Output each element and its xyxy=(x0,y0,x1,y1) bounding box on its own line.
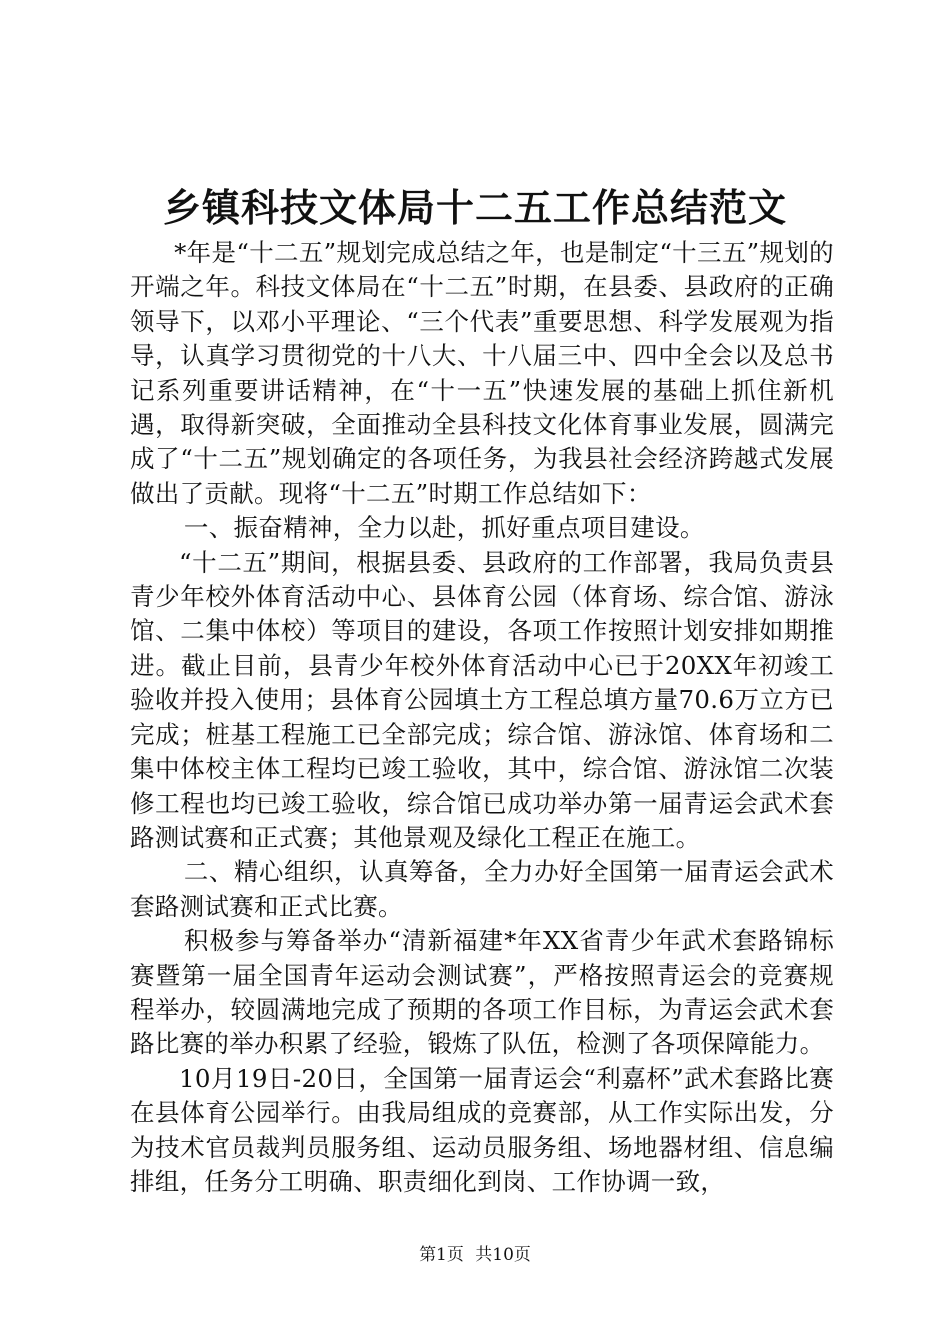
section-heading-1: 一、振奋精神，全力以赴，抓好重点项目建设。 xyxy=(183,513,705,543)
page-footer xyxy=(0,1243,950,1267)
page-total: 共10页 xyxy=(475,1245,531,1265)
paragraph-competition: 10月19日-20日，全国第一届青运会“利嘉杯”武术套路比赛在县体育公园举行。由我局组成的竞赛部，从工作实际出发，分为技术官员裁判员服务组、运动员服务组、场地器材组、信息编排组，任务分工明确、职责细化到岗、工作协调一致， xyxy=(130,1063,834,1196)
paragraph-projects: “十二五”期间，根据县委、县政府的工作部署，我局负责县青少年校外体育活动中心、县体育公园（体育场、综合馆、游泳馆、二集中体校）等项目的建设，各项工作按照计划安排如期推进。截止目前，县青少年校外体育活动中心已于20XX年初竣工验收并投入使用；县体育公园填土方工程总填方量70.6万立方已完成；桩基工程施工已全部完成；综合馆、游泳馆、体育场和二集中体校主体工程均已竣工验收，其中，综合馆、游泳馆二次装修工程也均已竣工验收，综合馆已成功举办第一届青运会武术套路测试赛和正式赛；其他景观及绿化工程正在施工。 xyxy=(130,547,834,852)
section-heading-2: 二、精心组织，认真筹备，全力办好全国第一届青运会武术套路测试赛和正式比赛。 xyxy=(130,857,834,921)
paragraph-intro: *年是“十二五”规划完成总结之年，也是制定“十三五”规划的开端之年。科技文体局在“十二五”时期，在县委、县政府的正确领导下，以邓小平理论、“三个代表”重要思想、科学发展观为指导，认真学习贯彻党的十八大、十八届三中、四中全会以及总书记系列重要讲话精神，在“十一五”快速发展的基础上抓住新机遇，取得新突破，全面推动全县科技文化体育事业发展，圆满完成了“十二五”规划确定的各项任务，为我县社会经济跨越式发展做出了贡献。现将“十二五”时期工作总结如下： xyxy=(130,238,834,508)
page-number: 第1页 xyxy=(419,1245,464,1265)
document-body xyxy=(130,236,834,1199)
paragraph-test-event: 积极参与筹备举办“清新福建*年XX省青少年武术套路锦标赛暨第一届全国青年运动会测试赛”，严格按照青运会的竞赛规程举办，较圆满地完成了预期的各项工作目标，为青运会武术套路比赛的举办积累了经验，锻炼了队伍，检测了各项保障能力。 xyxy=(130,926,834,1059)
document-title: 乡镇科技文体局十二五工作总结范文 xyxy=(162,185,787,230)
